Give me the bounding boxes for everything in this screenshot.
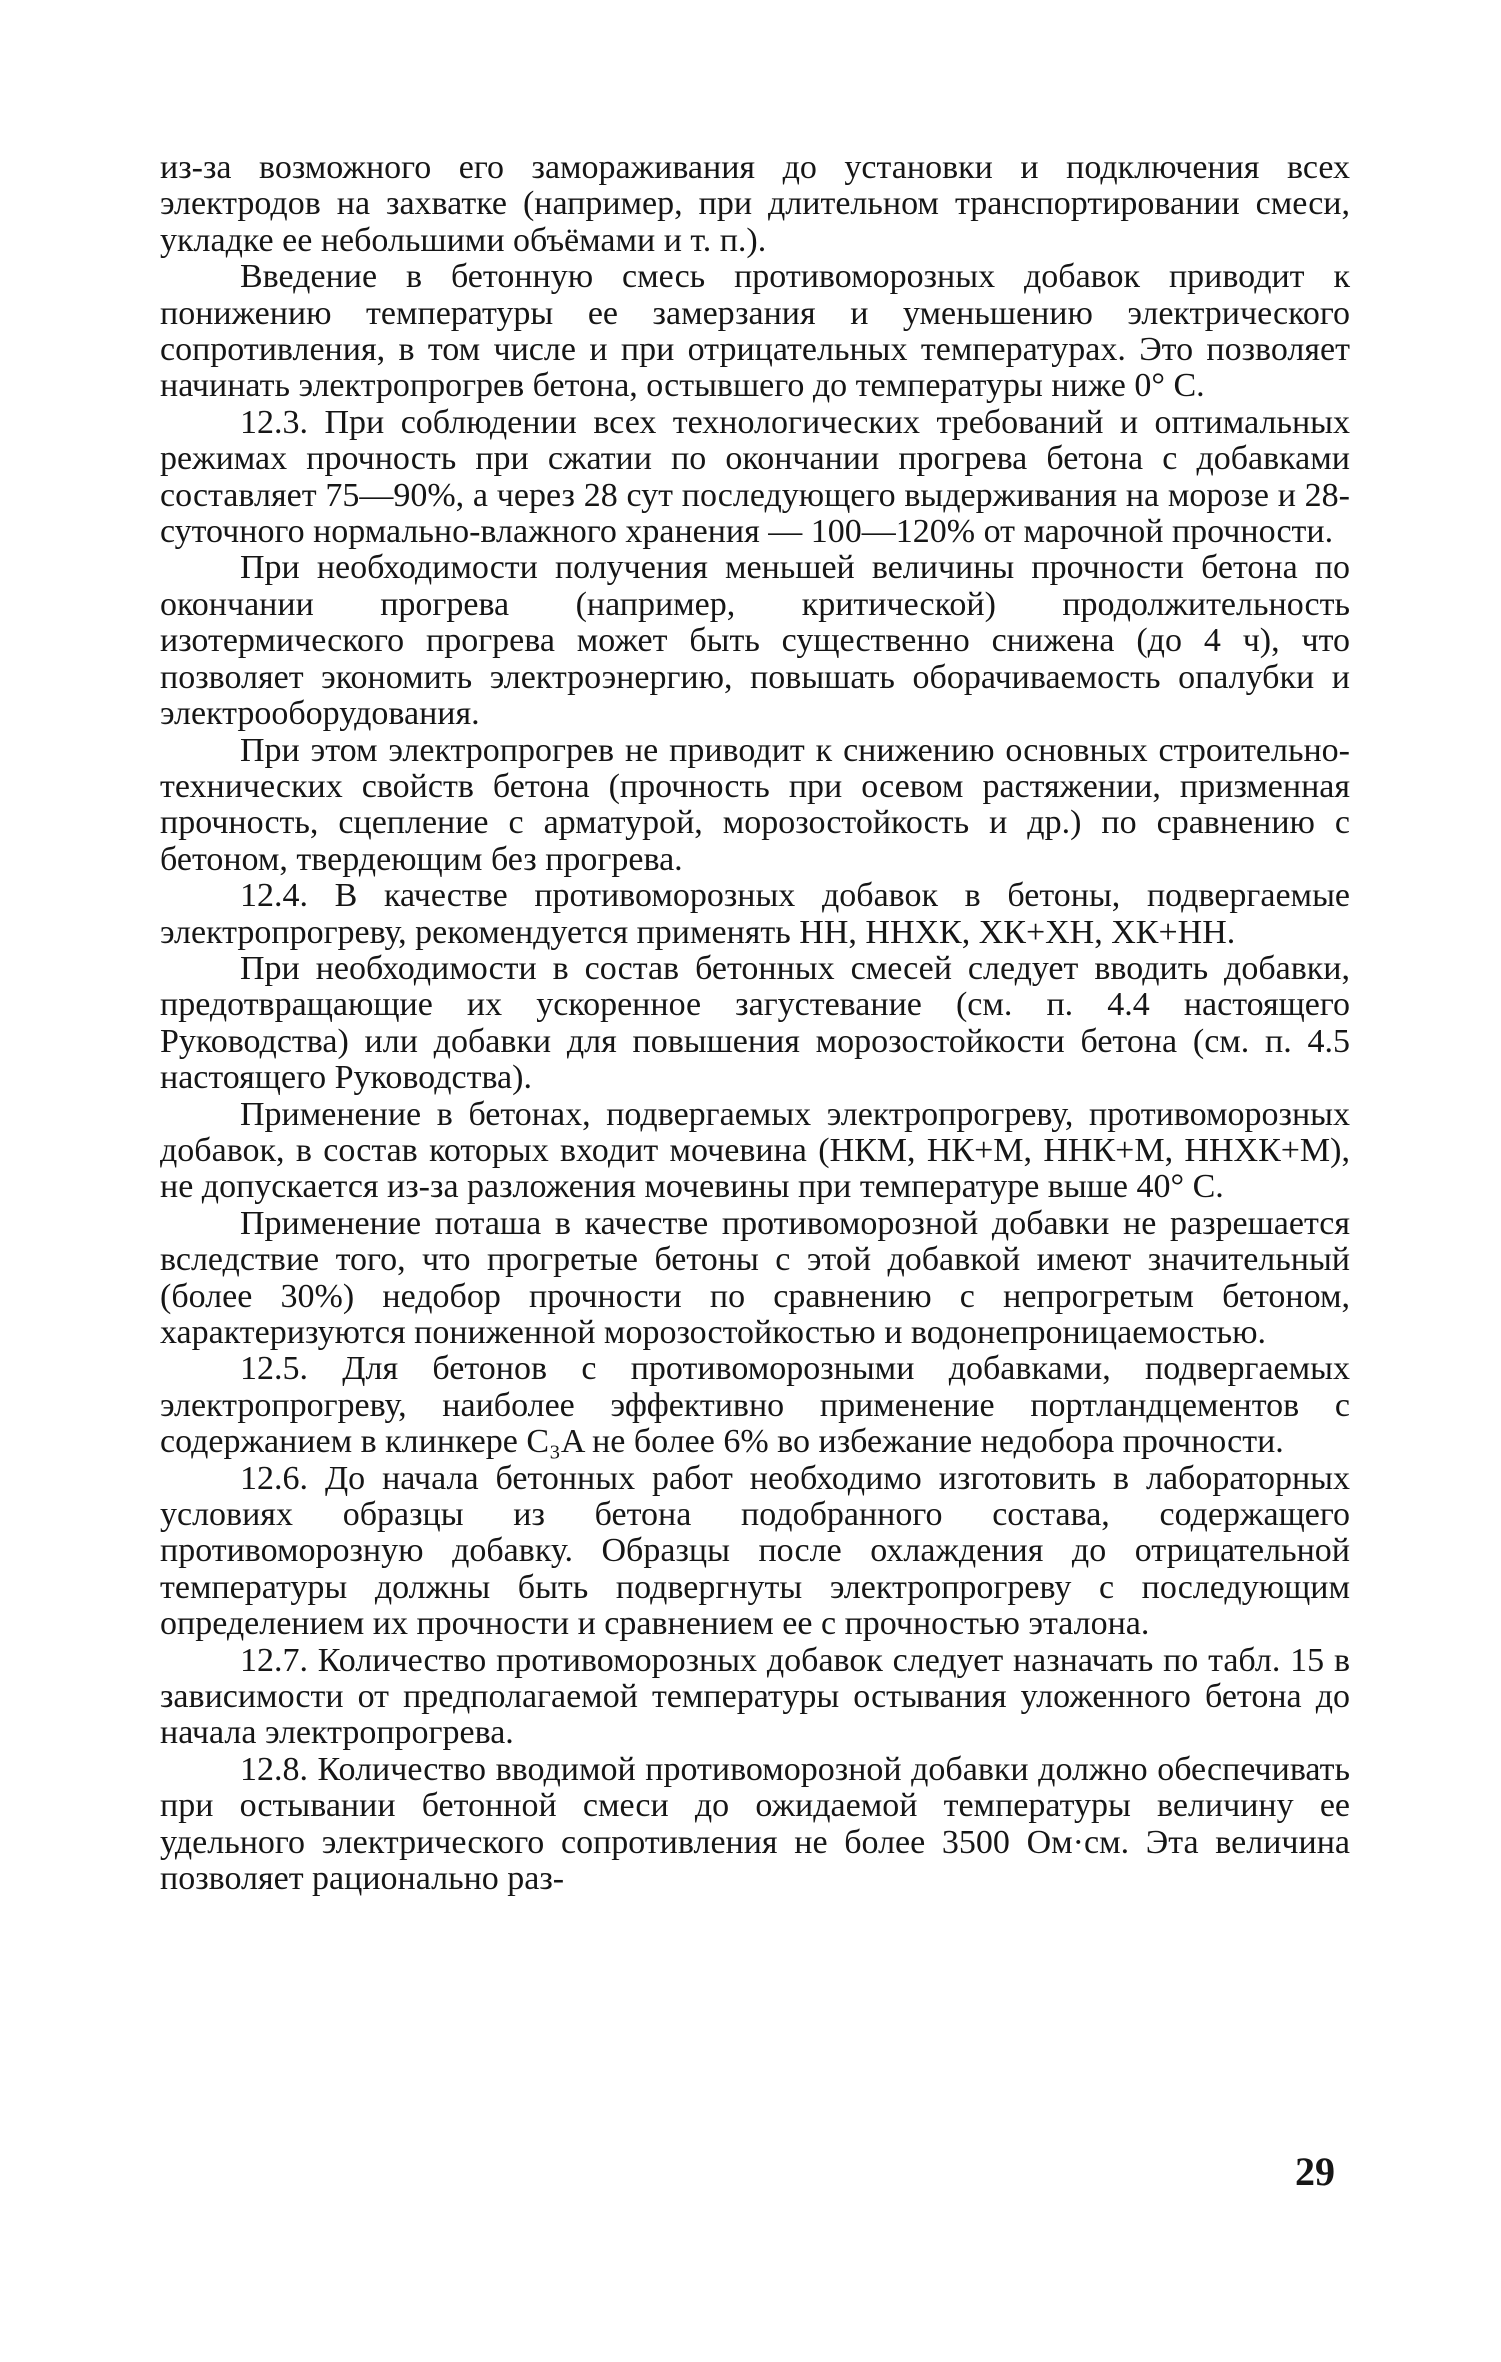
paragraph-12-4-potash: Применение поташа в качестве противоморозной добавки не разрешается вследствие того, что прогретые бетоны с этой добавкой имеют значительный (более 30%) недобор прочности по сравнению с непрогретым бетоном, характеризуются пониженной морозостойкостью и водонепроницаемостью. [160, 1204, 1350, 1351]
paragraph-12-3: 12.3. При соблюдении всех технологических требований и оптимальных режимах прочность при сжатии по окончании прогрева бетона с добавками составляет 75—90%, а через 28 сут последующего выдерживания на морозе и 28-суточного нормально-влажного хранения — 100—120% от марочной прочности. [160, 403, 1350, 551]
page-number: 29 [1295, 2149, 1335, 2194]
paragraph-12-4: 12.4. В качестве противоморозных добавок в бетоны, подвергаемые электропрогреву, рекомендуется применять НН, ННХК, ХК+ХН, ХК+НН. [160, 877, 1350, 951]
paragraph-12-4-urea: Применение в бетонах, подвергаемых электропрогреву, противоморозных добавок, в состав которых входит мочевина (НКМ, НК+М, ННК+М, ННХК+М), не допускается из-за разложения мочевины при температуре выше 40° С. [160, 1095, 1350, 1206]
paragraph-12-5: 12.5. Для бетонов с противоморозными добавками, подвергаемых электропрогреву, наиболее эффективно применение портландцементов с содержанием в клинкере C₃A не более 6% во избежание недобора прочности. [160, 1350, 1350, 1461]
paragraph-continuation: из-за возможного его замораживания до установки и подключения всех электродов на захватке (например, при длительном транспортировании смеси, укладке ее небольшими объёмами и т. п.). [160, 149, 1350, 259]
paragraph-12-4-admixtures: При необходимости в состав бетонных смесей следует вводить добавки, предотвращающие их ускоренное загустевание (см. п. 4.4 настоящего Руководства) или добавки для повышения морозостойкости бетона (см. п. 4.5 настоящего Руководства). [160, 949, 1350, 1097]
paragraph-12-3-properties: При этом электропрогрев не приводит к снижению основных строительно-технических свойств бетона (прочность при осевом растяжении, призменная прочность, сцепление с арматурой, морозостойкость и др.) по сравнению с бетоном, твердеющим без прогрева. [160, 731, 1350, 878]
paragraph-12-3-strength: При необходимости получения меньшей величины прочности бетона по окончании прогрева (например, критической) продолжительность изотермического прогрева может быть существенно снижена (до 4 ч), что позволяет экономить электроэнергию, повышать оборачиваемость опалубки и электрооборудования. [160, 549, 1350, 733]
page-body [160, 150, 1350, 1898]
paragraph-12-8: 12.8. Количество вводимой противоморозной добавки должно обеспечивать при остывании бетонной смеси до ожидаемой температуры величину ее удельного электрического сопротивления не более 3500 Ом·см. Эта величина позволяет рационально раз- [160, 1750, 1350, 1898]
paragraph-additives-intro: Введение в бетонную смесь противоморозных добавок приводит к понижению температуры ее замерзания и уменьшению электрического сопротивления, в том числе и при отрицательных температурах. Это позволяет начинать электропрогрев бетона, остывшего до температуры ниже 0° С. [160, 258, 1350, 405]
paragraph-12-6: 12.6. До начала бетонных работ необходимо изготовить в лабораторных условиях образцы из бетона подобранного состава, содержащего противоморозную добавку. Образцы после охлаждения до отрицательной температуры должны быть подвергнуты электропрогреву с последующим определением их прочности и сравнением ее с прочностью эталона. [160, 1459, 1350, 1643]
paragraph-12-7: 12.7. Количество противоморозных добавок следует назначать по табл. 15 в зависимости от предполагаемой температуры остывания уложенного бетона до начала электропрогрева. [160, 1641, 1350, 1752]
